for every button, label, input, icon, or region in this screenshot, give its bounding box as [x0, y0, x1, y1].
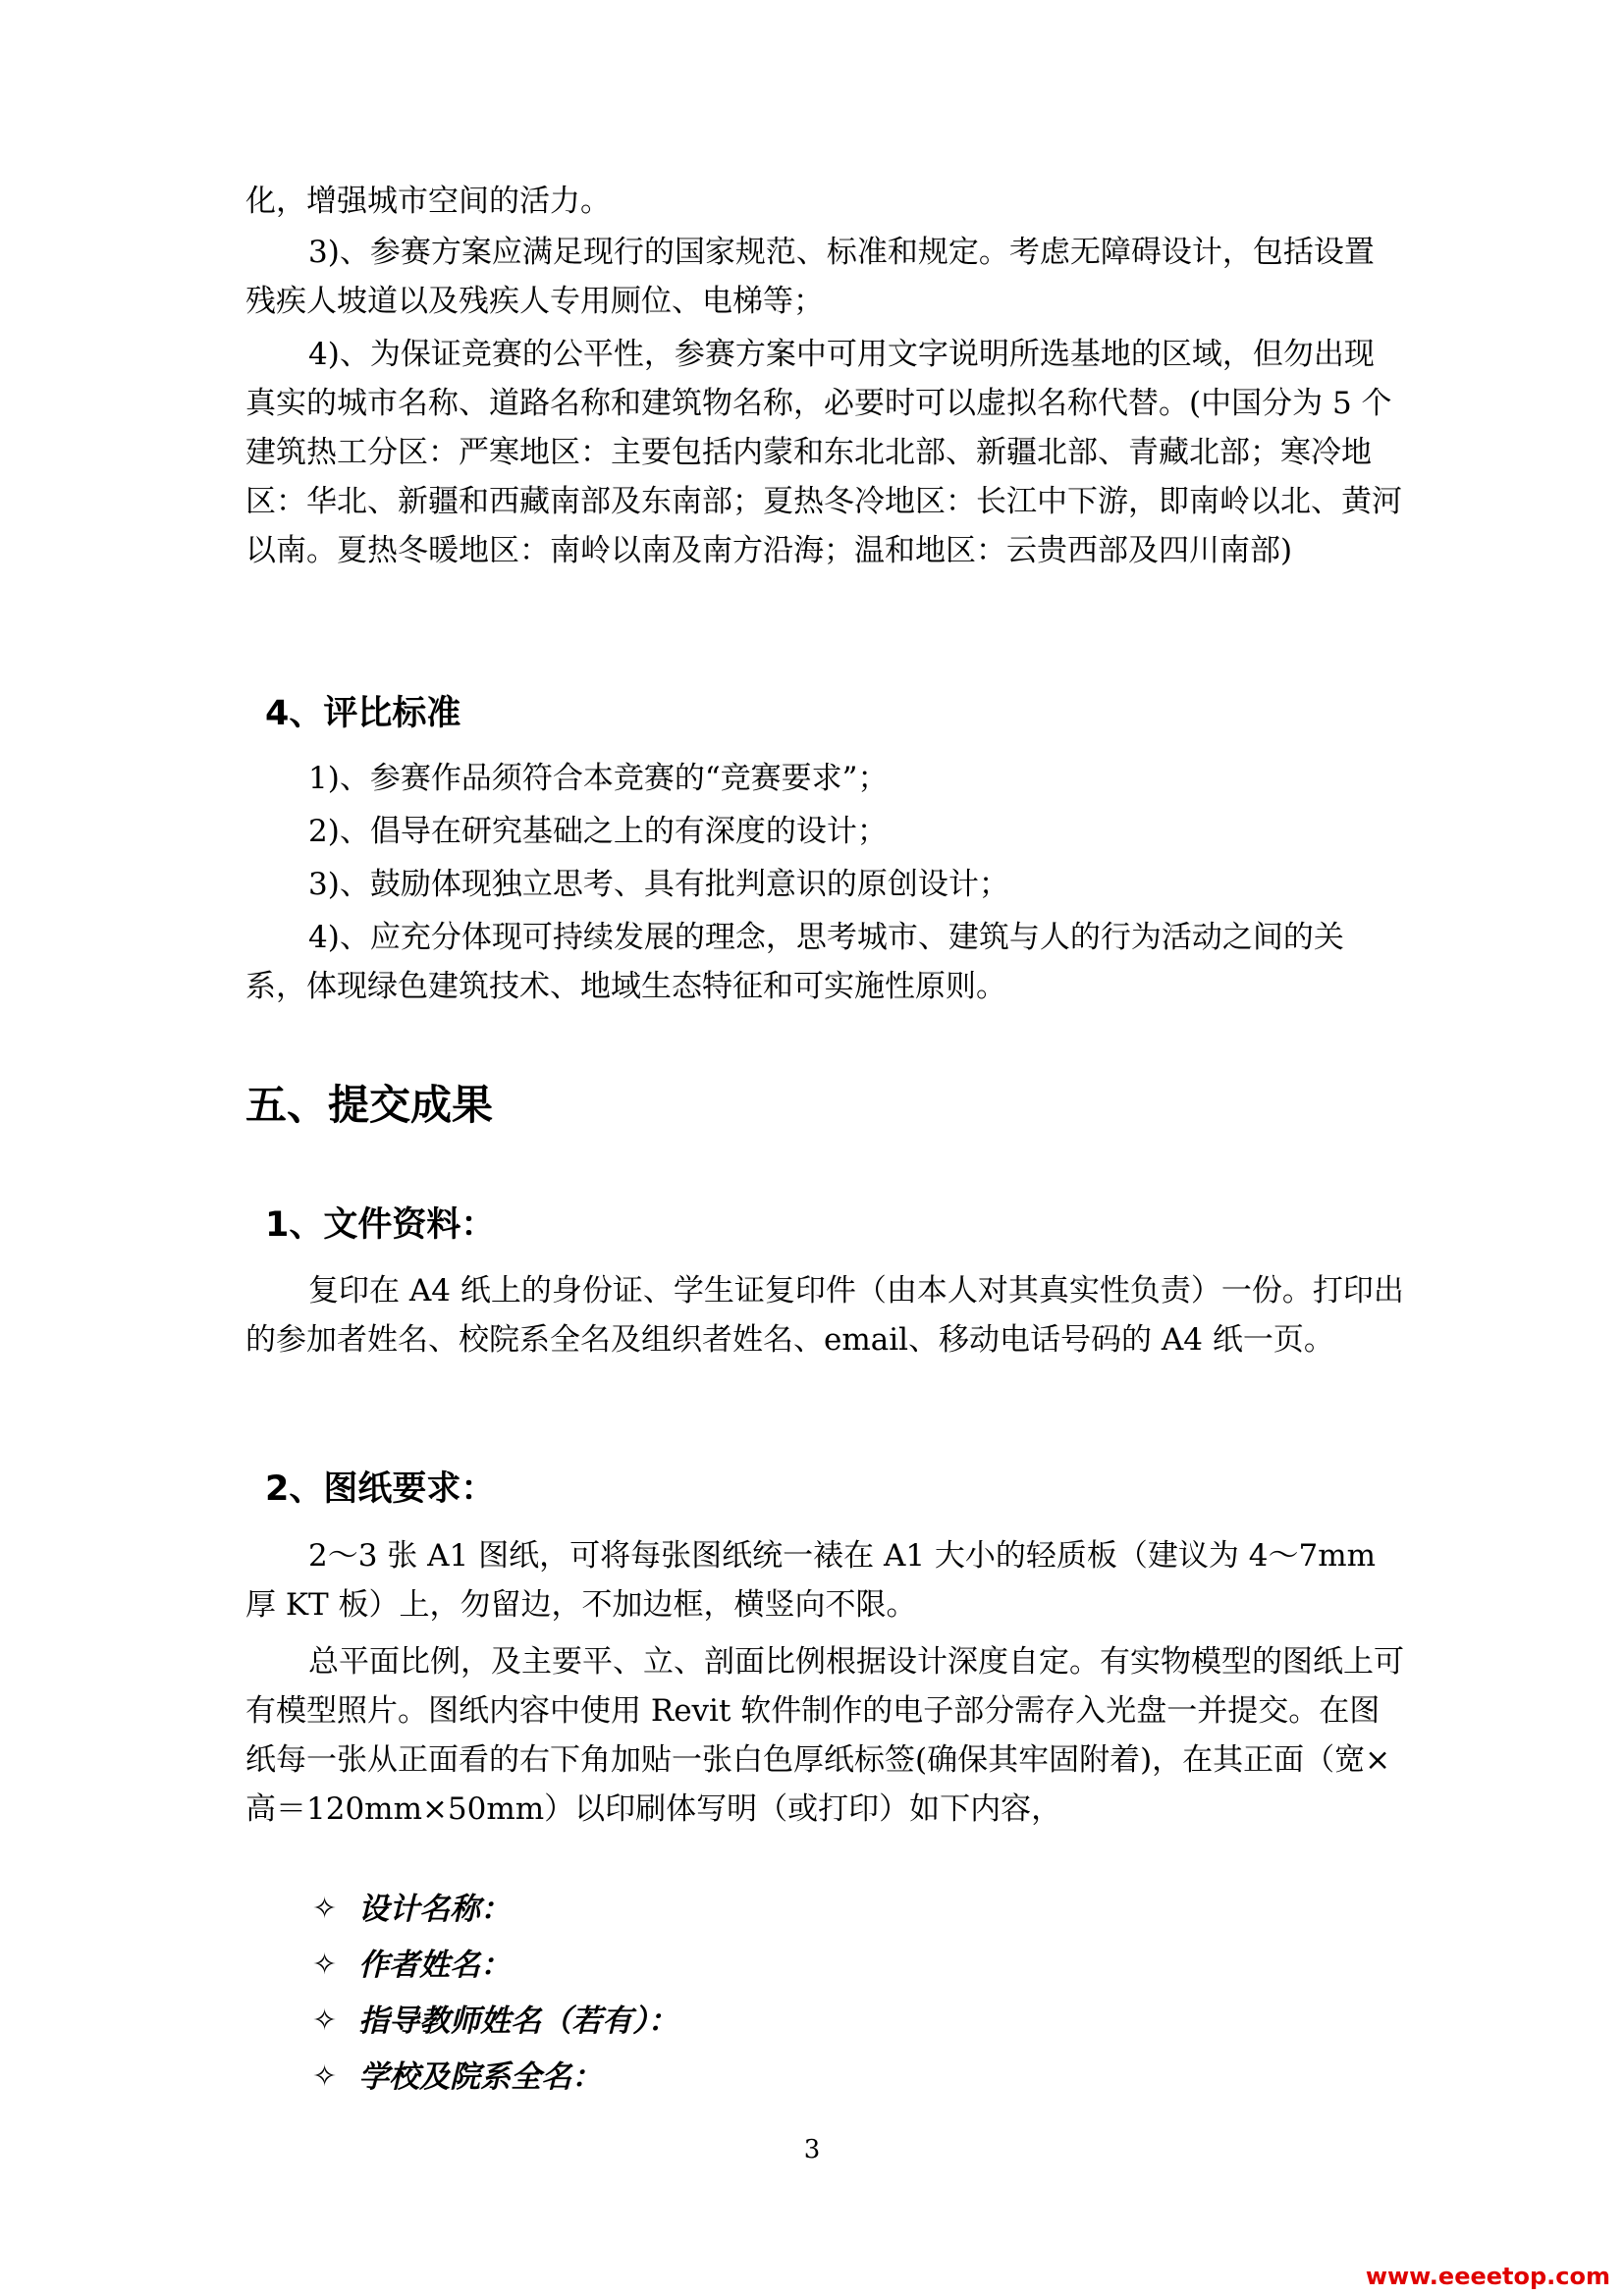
heading-drawing-requirements: 2、图纸要求： [265, 1469, 496, 1509]
criteria-item-3: 3)、鼓励体现独立思考、具有批判意识的原创设计； [308, 867, 1009, 902]
diamond-bullet-icon: ✧ [312, 1892, 338, 1926]
criteria-item-2: 2)、倡导在研究基础之上的有深度的设计； [308, 814, 888, 849]
page-number: 3 [803, 2135, 821, 2164]
paragraph-documents: 复印在 A4 纸上的身份证、学生证复印件（由本人对其真实性负责）一份。打印出的参加者姓名、校院系全名及组织者姓名、email、移动电话号码的 A4 纸一页。 [245, 1273, 1404, 1358]
paragraph-continuation: 化，增强城市空间的活力。 [245, 184, 611, 219]
diamond-bullet-icon: ✧ [312, 2059, 338, 2094]
heading-documents: 1、文件资料： [265, 1205, 496, 1245]
diamond-bullet-icon: ✧ [312, 2003, 338, 2038]
chapter-heading-submission: 五、提交成果 [245, 1081, 494, 1129]
label-field-author-name [312, 1946, 511, 1985]
label-field-design-name [312, 1890, 511, 1929]
paragraph-drawing-1: 2～3 张 A1 图纸，可将每张图纸统一裱在 A1 大小的轻质板（建议为 4～7mm 厚 KT 板）上，勿留边，不加边框，横竖向不限。 [245, 1538, 1377, 1623]
label-field-advisor-name [312, 2002, 678, 2041]
field-label: 设计名称： [358, 1892, 512, 1927]
criteria-item-4: 4)、应充分体现可持续发展的理念，思考城市、建筑与人的行为活动之间的关系，体现绿色建筑技术、地域生态特征和可实施性原则。 [245, 920, 1344, 1004]
paragraph-drawing-2: 总平面比例，及主要平、立、剖面比例根据设计深度自定。有实物模型的图纸上可有模型照片。图纸内容中使用 Revit 软件制作的电子部分需存入光盘一并提交。在图纸每一张从正面看的右下角加贴一张白色厚纸标签(确保其牢固附着)，在其正面（宽×高＝120mm×50mm）以印刷体写明（或打印）如下内容， [245, 1644, 1404, 1827]
heading-evaluation-criteria: 4、评比标准 [265, 694, 461, 733]
field-label: 作者姓名： [358, 1948, 512, 1983]
diamond-bullet-icon: ✧ [312, 1948, 338, 1982]
watermark-text: www.eeeetop.com [1365, 2263, 1610, 2290]
field-label: 学校及院系全名： [358, 2059, 603, 2095]
label-field-school-name [312, 2057, 602, 2097]
paragraph-requirement-4: 4)、为保证竞赛的公平性，参赛方案中可用文字说明所选基地的区域，但勿出现真实的城市名称、道路名称和建筑物名称，必要时可以虚拟名称代替。(中国分为 5 个建筑热工分区：严寒地区：主要包括内蒙和东北北部、新疆北部、青藏北部；寒冷地区：华北、新疆和西藏南部及东南部；夏热冬冷地区：长江中下游，即南岭以北、黄河以南。夏热冬暖地区：南岭以南及南方沿海；温和地区：云贵西部及四川南部) [245, 337, 1402, 568]
paragraph-requirement-3: 3)、参赛方案应满足现行的国家规范、标准和规定。考虑无障碍设计，包括设置残疾人坡道以及残疾人专用厕位、电梯等； [245, 235, 1375, 319]
criteria-item-1: 1)、参赛作品须符合本竞赛的“竞赛要求”； [308, 761, 889, 796]
field-label: 指导教师姓名（若有）： [358, 2003, 678, 2039]
